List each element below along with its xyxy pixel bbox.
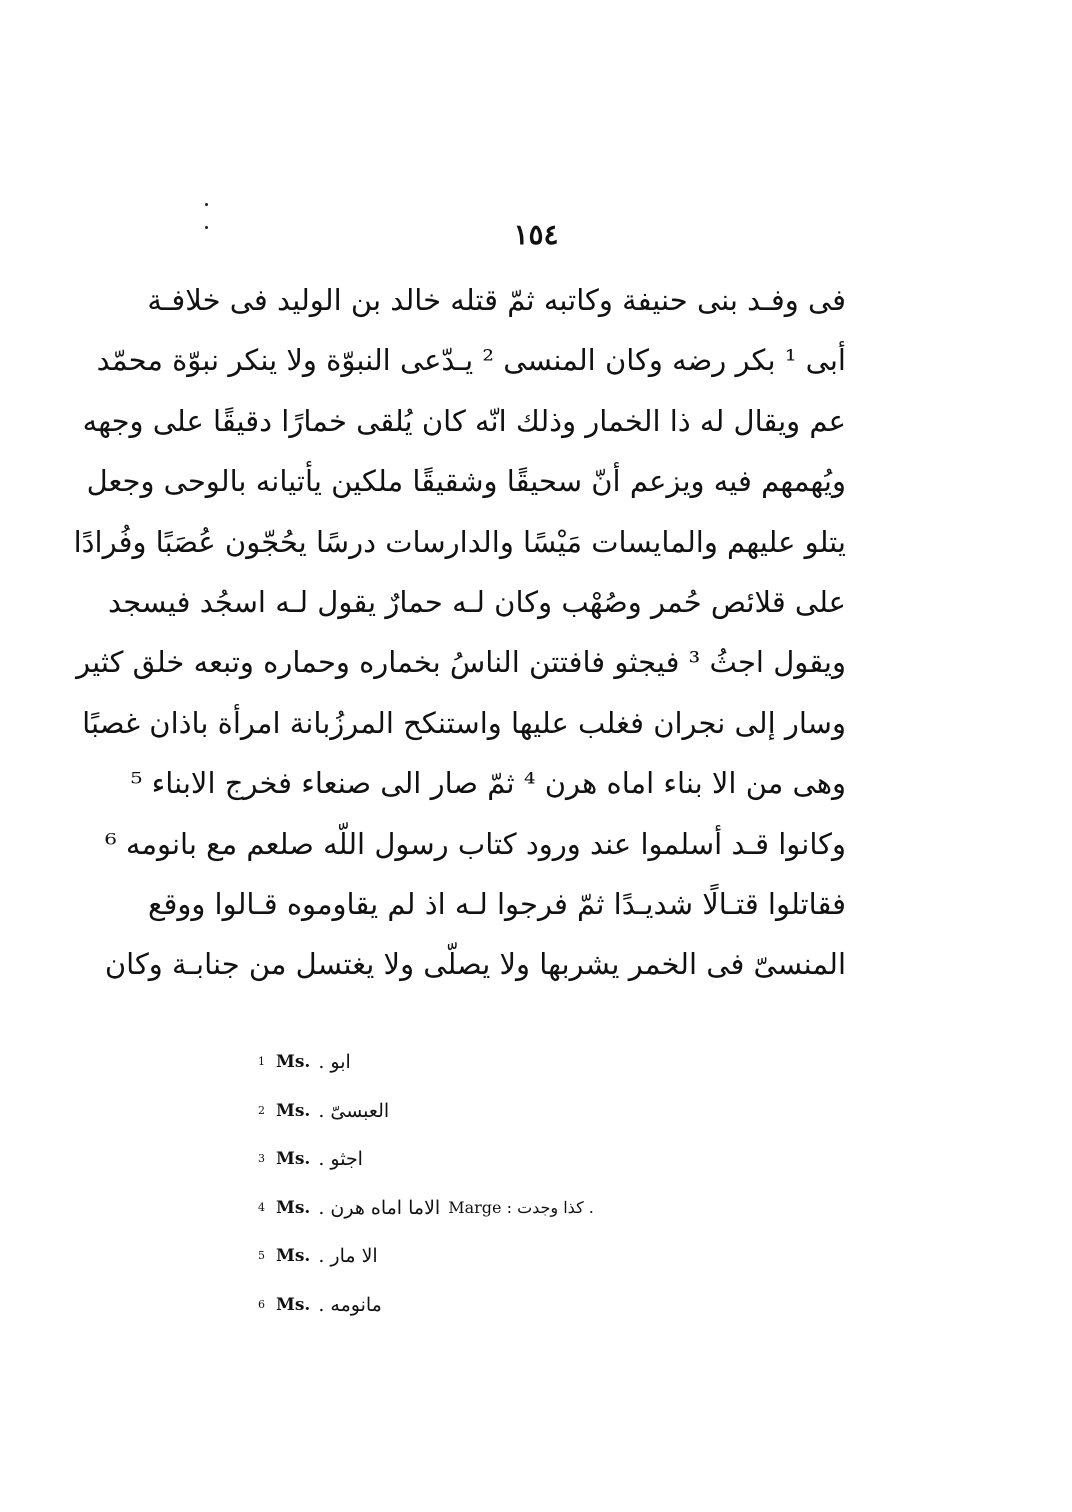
text-line: يتلو عليهم والمايسات مَيْسًا والدارسات درسًا يحُجّون عُصَبًا وفُرادًا [73, 524, 846, 559]
footnote-number: 4 [258, 1200, 265, 1214]
footnote-ms: Ms. [276, 1197, 311, 1218]
footnote [258, 1281, 678, 1330]
footnote-number: 2 [258, 1103, 265, 1117]
text-line: ويقول اجثُ ³ فيجثو فافتتن الناسُ بخماره وحماره وتبعه خلق كثير [76, 645, 846, 680]
footnote-number: 1 [258, 1055, 265, 1069]
footnote [258, 1135, 678, 1184]
text-line: ويُهمهم فيه ويزعم أنّ سحيقًا وشقيقًا ملكين يأتيانه بالوحى وجعل [86, 464, 846, 499]
footnotes [258, 1038, 678, 1329]
text-line: أبى ¹ بكر رضه وكان المنسى ² يـدّعى النبوّة ولا ينكر نبوّة محمّد [96, 343, 846, 378]
text-line: على قلائص حُمر وصُهْب وكان لـه حمارٌ يقول لـه اسجُد فيسجد [108, 584, 846, 619]
footnote-reading: ابو . [318, 1051, 351, 1074]
footnote-marge-note: Marge : كذا وجدت . [448, 1197, 594, 1217]
text-line: وهى من الا بناء اماه هرن ⁴ ثمّ صار الى صنعاء فخرج الابناء ⁵ [130, 766, 846, 801]
page-number: ١٥٤ [513, 218, 559, 251]
footnote-reading: اجثو . [318, 1148, 363, 1171]
footnote-ms: Ms. [276, 1052, 311, 1073]
footnote-number: 3 [258, 1152, 265, 1166]
footnote-number: 6 [258, 1297, 265, 1311]
footnote [258, 1184, 678, 1233]
footnote [258, 1087, 678, 1136]
text-line: فقاتلوا قتـالًا شديـدًا ثمّ فرجوا لـه اذ لم يقاوموه قـالوا ووقع [148, 886, 846, 921]
margin-mark [205, 203, 208, 206]
footnote-number: 5 [258, 1249, 265, 1263]
footnote-ms: Ms. [276, 1149, 311, 1170]
footnote [258, 1232, 678, 1281]
footnote-reading: الا مار . [318, 1245, 378, 1268]
text-line: فى وفـد بنى حنيفة وكاتبه ثمّ قتله خالد بن الوليد فى خلافـة [147, 283, 846, 317]
footnote-reading: العبسىّ . [318, 1099, 390, 1122]
footnote-ms: Ms. [276, 1294, 311, 1315]
text-line: المنسىّ فى الخمر يشربها ولا يصلّى ولا يغتسل من جنابـة وكان [104, 947, 846, 982]
text-line: وسار إلى نجران فغلب عليها واستنكح المرزُبانة امرأة باذان غصبًا [82, 705, 846, 740]
footnote [258, 1038, 678, 1087]
text-line: عم ويقال له ذا الخمار وذلك انّه كان يُلقى خمارًا دقيقًا على وجهه [82, 403, 846, 438]
footnote-ms: Ms. [276, 1100, 311, 1121]
body-text [73, 270, 846, 995]
footnote-reading: مانومه . [318, 1293, 382, 1316]
text-line: وكانوا قـد أسلموا عند ورود كتاب رسول اللّه صلعم مع بانومه ⁶ [105, 826, 846, 861]
footnote-reading: الاما اماه هرن . [318, 1196, 441, 1219]
footnote-ms: Ms. [276, 1246, 311, 1267]
